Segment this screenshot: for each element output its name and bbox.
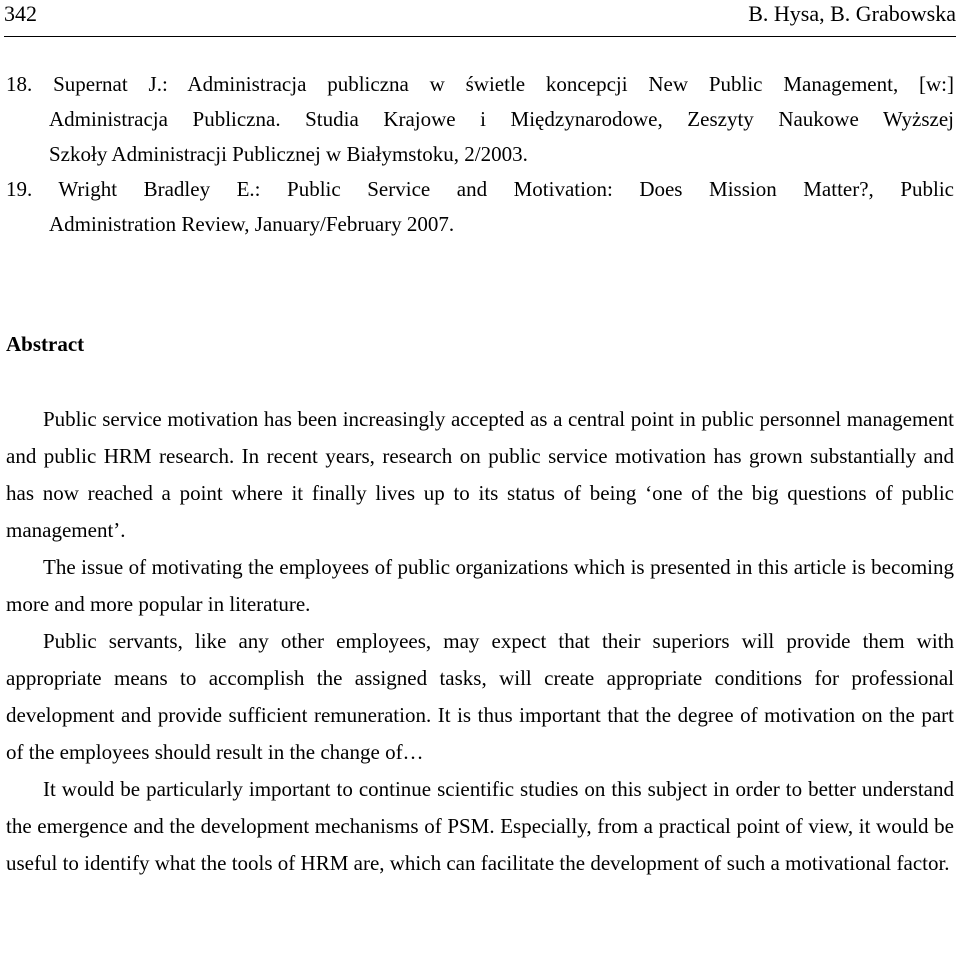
abstract-paragraph: It would be particularly important to continue scientific studies on this subject in order to better understand the emergence and the development mechanisms of PSM. Especially, from a practical point of view, it would be useful to identify what the tools of HRM are, which can facilitate the development of such a motivational factor. (6, 777, 954, 875)
reference-list (6, 67, 954, 242)
abstract-paragraph: Public servants, like any other employees, may expect that their superiors will provide them with appropriate means to accomplish the assigned tasks, will create appropriate conditions for professional development and provide sufficient remuneration. It is thus important that the degree of motivation on the part of the employees should result in the change of… (6, 629, 954, 764)
reference-entry-19 (6, 172, 954, 242)
abstract-body (6, 401, 954, 882)
reference-line: 18. Supernat J.: Administracja publiczna w świetle koncepcji New Public Management, [w:] (6, 72, 954, 96)
header-divider (4, 36, 956, 37)
reference-line: Administracja Publiczna. Studia Krajowe i Międzynarodowe, Zeszyty Naukowe Wyższej (49, 107, 954, 131)
running-header-authors: B. Hysa, B. Grabowska (748, 1, 956, 26)
abstract-paragraph: The issue of motivating the employees of public organizations which is presented in this article is becoming more and more popular in literature. (6, 555, 954, 616)
abstract-heading: Abstract (6, 332, 85, 356)
page-number: 342 (4, 1, 37, 26)
reference-line: 19. Wright Bradley E.: Public Service and Motivation: Does Mission Matter?, Public (6, 177, 954, 201)
running-header (4, 0, 956, 32)
reference-entry-18 (6, 67, 954, 172)
abstract-paragraph: Public service motivation has been increasingly accepted as a central point in public personnel management and public HRM research. In recent years, research on public service motivation has grown substantially and has now reached a point where it finally lives up to its status of being ‘one of the big questions of public management’. (6, 407, 954, 542)
reference-line: Szkoły Administracji Publicznej w Białymstoku, 2/2003. (49, 142, 528, 166)
reference-line: Administration Review, January/February 2007. (49, 212, 455, 236)
